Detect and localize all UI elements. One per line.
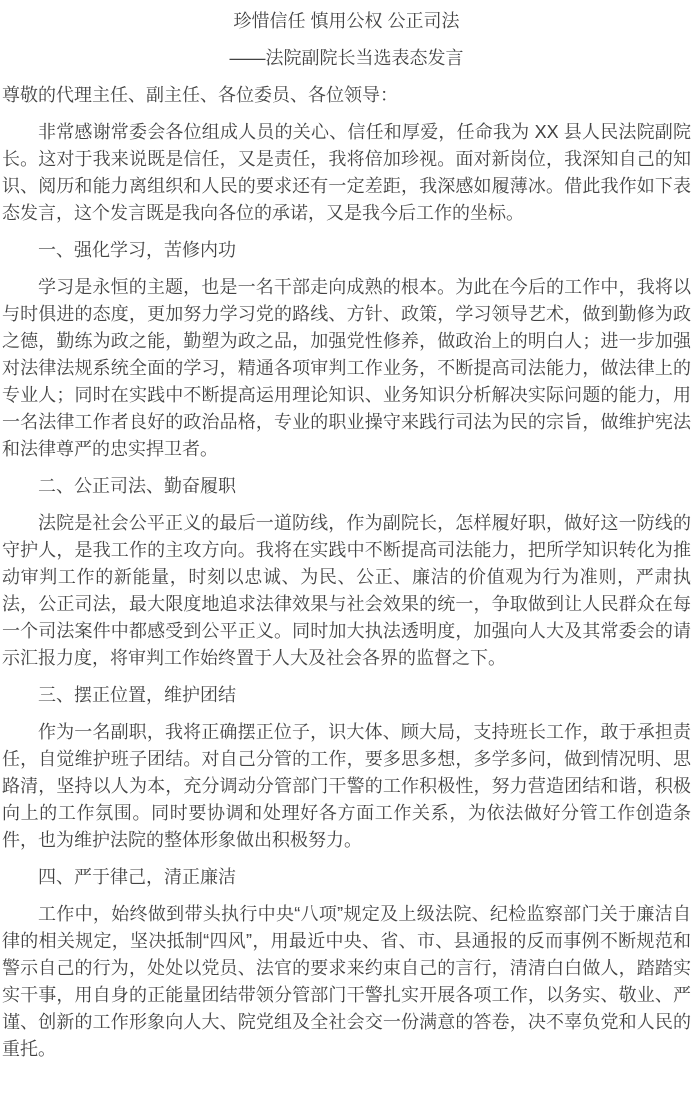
section-4-heading: 四、严于律己，清正廉洁 — [38, 867, 236, 887]
section-2-heading: 二、公正司法、勤奋履职 — [38, 476, 236, 496]
document-title: 珍惜信任 慎用公权 公正司法 — [233, 11, 460, 31]
section-1-paragraph: 学习是永恒的主题，也是一名干部走向成熟的根本。为此在今后的工作中，我将以与时俱进的态度，更加努力学习党的路线、方针、政策，学习领导艺术，做到勤修为政之德，勤练为政之能，勤塑为政之品，加强党性修养，做政治上的明白人；进一步加强对法律法规系统全面的学习，精通各项审判工作业务，不断提高司法能力，做法律上的专业人；同时在实践中不断提高运用理论知识、业务知识分析解决实际问题的能力，用一名法律工作者良好的政治品格，专业的职业操守来践行司法为民的宗旨，做维护宪法和法律尊严的忠实捍卫者。 — [2, 277, 691, 459]
salutation-line: 尊敬的代理主任、副主任、各位委员、各位领导： — [2, 85, 398, 105]
document-subtitle: ——法院副院长当选表态发言 — [229, 48, 464, 68]
section-1-heading: 一、强化学习，苦修内功 — [38, 240, 236, 260]
section-3-paragraph: 作为一名副职，我将正确摆正位子，识大体、顾大局，支持班长工作，敢于承担责任，自觉维护班子团结。对自己分管的工作，要多思多想，多学多问，做到情况明、思路清，坚持以人为本，充分调动分管部门干警的工作积极性，努力营造团结和谐，积极向上的工作氛围。同时要协调和处理好各方面工作关系，为依法做好分管工作创造条件，也为维护法院的整体形象做出积极努力。 — [2, 722, 691, 850]
section-2-paragraph: 法院是社会公平正义的最后一道防线，作为副院长，怎样履好职，做好这一防线的守护人，是我工作的主攻方向。我将在实践中不断提高司法能力，把所学知识转化为推动审判工作的新能量，时刻以忠诚、为民、公正、廉洁的价值观为行为准则，严肃执法，公正司法，最大限度地追求法律效果与社会效果的统一，争取做到让人民群众在每一个司法案件中都感受到公平正义。同时加大执法透明度，加强向人大及其常委会的请示汇报力度，将审判工作始终置于人大及社会各界的监督之下。 — [2, 513, 691, 668]
section-4-paragraph: 工作中，始终做到带头执行中央“八项”规定及上级法院、纪检监察部门关于廉洁自律的相关规定，坚决抵制“四风”，用最近中央、省、市、县通报的反而事例不断规范和警示自己的行为，处处以党员、法官的要求来约束自己的言行，清清白白做人，踏踏实实干事，用自身的正能量团结带领分管部门干警扎实开展各项工作，以务实、敬业、严谨、创新的工作形象向人大、院党组及全社会交一份满意的答卷，决不辜负党和人民的重托。 — [2, 904, 691, 1059]
section-3-heading: 三、摆正位置，维护团结 — [38, 685, 236, 705]
intro-paragraph: 非常感谢常委会各位组成人员的关心、信任和厚爱，任命我为 XX 县人民法院副院长。这对于我来说既是信任，又是责任，我将倍加珍视。面对新岗位，我深知自己的知识、阅历和能力离组织和人民的要求还有一定差距，我深感如履薄冰。借此我作如下表态发言，这个发言既是我向各位的承诺，又是我今后工作的坐标。 — [2, 122, 691, 223]
